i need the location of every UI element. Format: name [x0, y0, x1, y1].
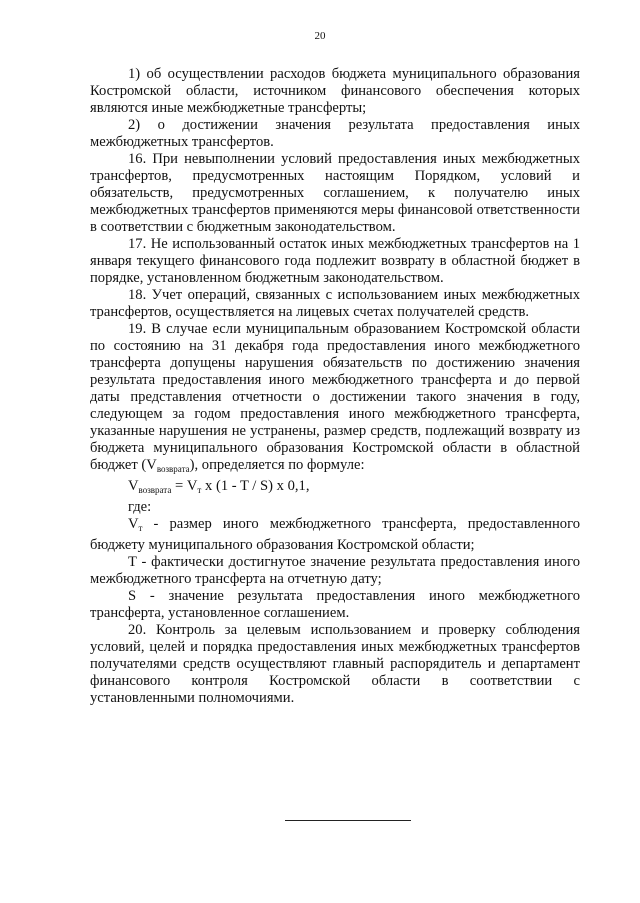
paragraph-19-tail: ), определяется по формуле:: [189, 457, 365, 473]
where-vt-text: - размер иного межбюджетного трансферта, предоставленного бюджету муниципального образования Костромской области;: [90, 516, 580, 553]
where-t: T - фактически достигнутое значение результата предоставления иного межбюджетного трансферта на отчетную дату;: [90, 554, 580, 587]
paragraph-item-2: 2) о достижении значения результата предоставления иных межбюджетных трансфертов.: [90, 117, 580, 150]
paragraph-17: 17. Не использованный остаток иных межбюджетных трансфертов на 1 января текущего финансового года подлежит возврату в областной бюджет в порядке, установленном бюджетным законодательством.: [90, 236, 580, 286]
paragraph-19-subscript: возврата: [156, 464, 190, 474]
where-intro: где:: [128, 499, 152, 515]
formula-v: V: [128, 478, 139, 494]
where-vt-sub: т: [138, 523, 143, 533]
paragraph-19-main: 19. В случае если муниципальным образованием Костромской области по состоянию на 31 декабря года предоставления иного межбюджетного трансферта допущены нарушения обязательств по достижению значения результата предоставления иного межбюджетного трансферта и до первой даты представления отчетности о достижении такого значения в году, следующем за годом предоставления иного межбюджетного трансферта, указанные нарушения не устранены, размер средств, подлежащий возврату из бюджета муниципального образования Костромской области в областной бюджет (V: [90, 321, 580, 473]
paragraph-18: 18. Учет операций, связанных с использованием иных межбюджетных трансфертов, осуществляется на лицевых счетах получателей средств.: [90, 287, 580, 320]
paragraph-16: 16. При невыполнении условий предоставления иных межбюджетных трансфертов, предусмотренных настоящим Порядком, условий и обязательств, предусмотренных соглашением, к получателю иных межбюджетных трансфертов применяются меры финансовой ответственности в соответствии с бюджетным законодательством.: [90, 151, 580, 235]
where-vt: [90, 516, 580, 554]
formula-v-sub: возврата: [138, 485, 172, 495]
formula-rhs-sub: т: [197, 485, 202, 495]
formula-rhs-end: x (1 - T / S) x 0,1,: [201, 478, 310, 494]
document-body: [90, 66, 580, 707]
page-number: 20: [314, 30, 326, 42]
paragraph-20: 20. Контроль за целевым использованием и проверку соблюдения условий, целей и порядка предоставления иных межбюджетных трансфертов получателями средств осуществляют главный распорядитель и департамент финансового контроля Костромской области в соответствии с установленными полномочиями.: [90, 622, 580, 706]
return-formula: [90, 478, 580, 499]
where-vt-symbol: V: [128, 516, 139, 532]
paragraph-item-1: 1) об осуществлении расходов бюджета муниципального образования Костромской области, источником финансового обеспечения которых являются иные межбюджетные трансферты;: [90, 66, 580, 116]
paragraph-19: [90, 321, 580, 478]
end-divider-line: [285, 820, 411, 821]
formula-rhs-start: = V: [171, 478, 198, 494]
where-s: S - значение результата предоставления иного межбюджетного трансферта, установленное соглашением.: [90, 588, 580, 621]
